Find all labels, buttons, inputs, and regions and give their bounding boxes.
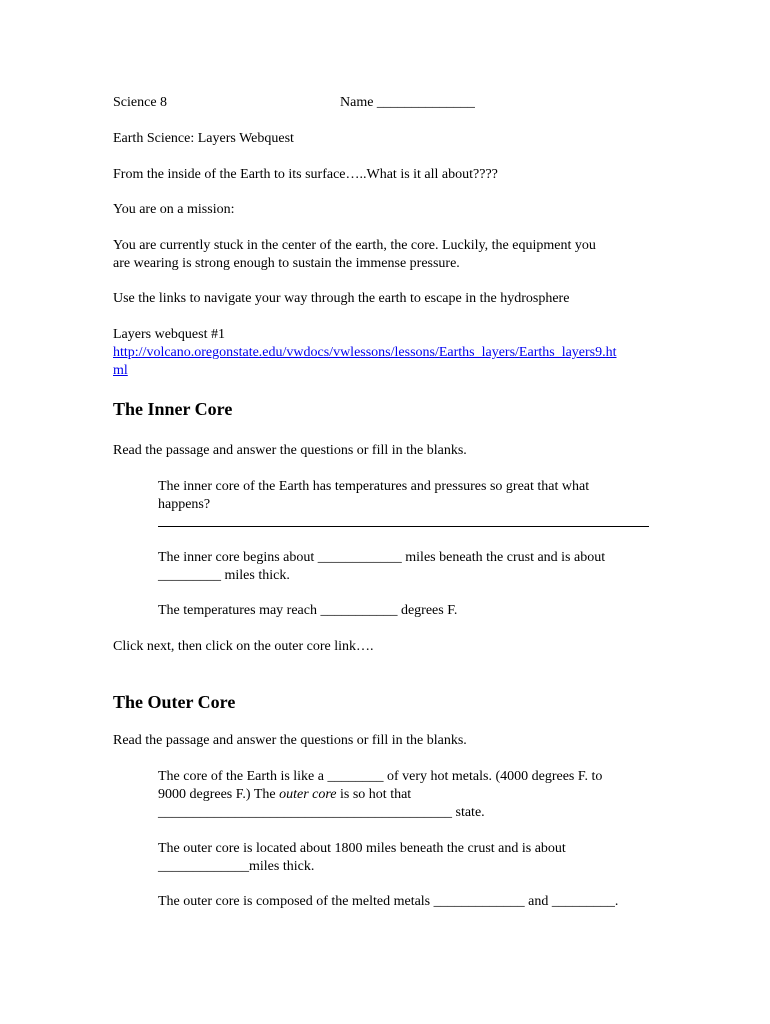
outer-core-question-2-line-1: The outer core is located about 1800 miles beneath the crust and is about xyxy=(158,841,566,856)
mission-paragraph-line-2: are wearing is strong enough to sustain the immense pressure. xyxy=(113,256,460,271)
mission-paragraph-line-1: You are currently stuck in the center of the earth, the core. Luckily, the equipment you xyxy=(113,238,596,253)
inner-core-next-instruction: Click next, then click on the outer core link…. xyxy=(113,639,374,654)
inner-core-question-2-line-2: _________ miles thick. xyxy=(158,568,290,583)
outer-core-question-3: The outer core is composed of the melted metals _____________ and _________. xyxy=(158,894,619,909)
worksheet-title: Earth Science: Layers Webquest xyxy=(113,131,294,146)
outer-core-heading: The Outer Core xyxy=(113,692,236,712)
outer-core-question-1-line-2-end: is so hot that xyxy=(336,787,412,802)
course-label: Science 8 xyxy=(113,95,168,110)
inner-core-question-1-line-2: happens? xyxy=(158,497,211,512)
intro-tagline: From the inside of the Earth to its surface…..What is it all about???? xyxy=(113,167,498,182)
outer-core-question-2-line-2: _____________miles thick. xyxy=(158,859,315,874)
outer-core-question-1-line-3: __________________________________________ state. xyxy=(158,805,485,820)
outer-core-emphasis: outer core xyxy=(279,787,337,802)
webquest-url-line-1[interactable]: http://volcano.oregonstate.edu/vwdocs/vwlessons/lessons/Earths_layers/Earths_layers9.ht xyxy=(113,345,617,360)
outer-core-question-1-line-1: The core of the Earth is like a ________ of very hot metals. (4000 degrees F. to xyxy=(158,769,603,784)
mission-label: You are on a mission: xyxy=(113,202,235,217)
name-field: Name ______________ xyxy=(340,95,475,110)
outer-core-question-1-line-2 xyxy=(158,786,411,804)
inner-core-question-1-line-1: The inner core of the Earth has temperatures and pressures so great that what xyxy=(158,479,590,494)
webquest-url-line-2[interactable]: ml xyxy=(113,363,128,378)
outer-core-instructions: Read the passage and answer the questions or fill in the blanks. xyxy=(113,733,467,748)
inner-core-instructions: Read the passage and answer the questions or fill in the blanks. xyxy=(113,443,467,458)
answer-line xyxy=(158,526,649,527)
navigation-instructions: Use the links to navigate your way through the earth to escape in the hydrosphere xyxy=(113,291,570,306)
outer-core-question-1-line-2-start: 9000 degrees F.) The xyxy=(158,787,280,802)
inner-core-question-3: The temperatures may reach ___________ degrees F. xyxy=(158,603,458,618)
inner-core-heading: The Inner Core xyxy=(113,399,233,419)
webquest-link-label: Layers webquest #1 xyxy=(113,327,225,342)
inner-core-question-2-line-1: The inner core begins about ____________ miles beneath the crust and is about xyxy=(158,550,606,565)
